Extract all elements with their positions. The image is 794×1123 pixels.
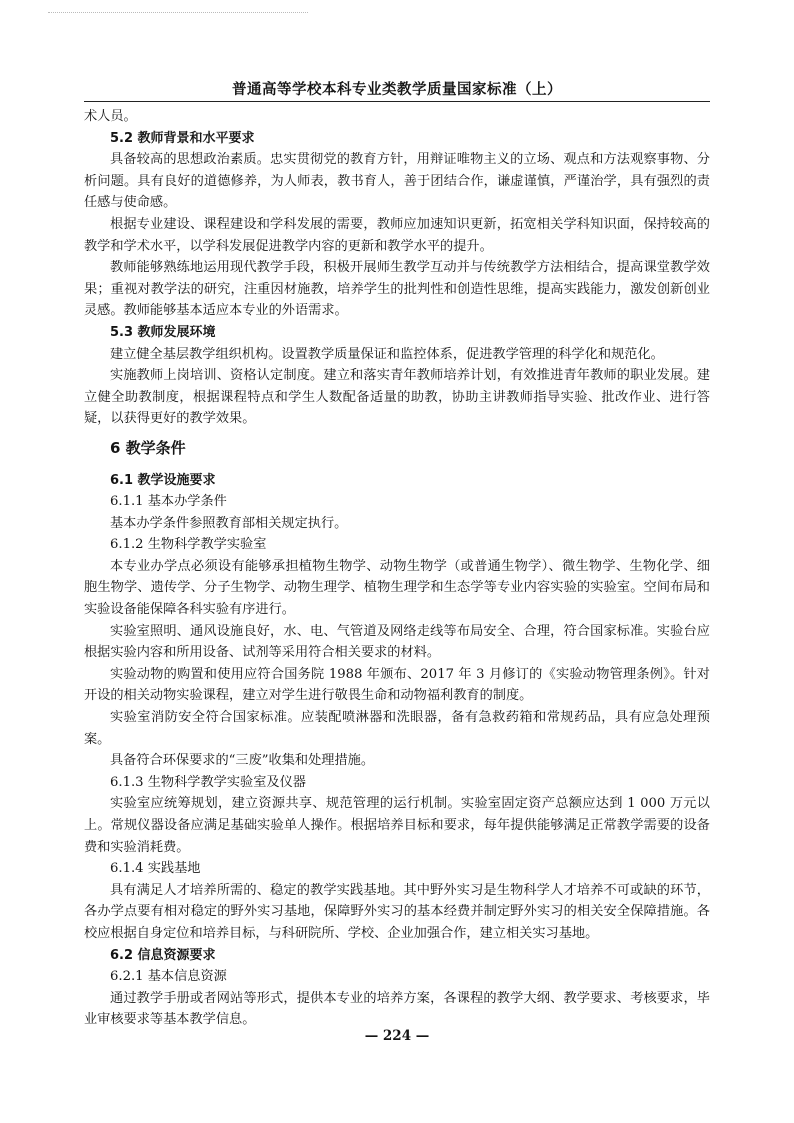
- paragraph: 基本办学条件参照教育部相关规定执行。: [110, 515, 348, 531]
- section-heading-5-3: 5.3 教师发展环境: [110, 324, 216, 340]
- paragraph: 实验动物的购置和使用应符合国务院 1988 年颁布、2017 年 3 月修订的《实验动物管理条例》。针对开设的相关动物实验课程，建立对学生进行敬畏生命和动物福利教育的制度。: [84, 666, 710, 704]
- paragraph: 教师能够熟练地运用现代教学手段，积极开展师生教学互动并与传统教学方法相结合，提高课堂教学效果；重视对教学法的研究，注重因材施教，培养学生的批判性和创造性思维，提高实践能力，激发创新创业灵感。教师能够基本适应本专业的外语需求。: [84, 260, 710, 319]
- body-text: [84, 106, 710, 1031]
- section-heading-6-2: 6.2 信息资源要求: [110, 947, 216, 963]
- header-rule: [84, 101, 710, 102]
- paragraph: 术人员。: [84, 109, 137, 124]
- paragraph: 具备符合环保要求的“三废”收集和处理措施。: [110, 753, 375, 769]
- paragraph: 实验室消防安全符合国家标准。应装配喷淋器和洗眼器，备有急救药箱和常规药品，具有应急处理预案。: [84, 710, 710, 747]
- paragraph: 根据专业建设、课程建设和学科发展的需要，教师应加速知识更新，拓宽相关学科知识面，保持较高的教学和学术水平，以学科发展促进教学内容的更新和教学水平的提升。: [84, 216, 710, 254]
- subsection-heading-6-1-2: 6.1.2 生物科学教学实验室: [110, 537, 267, 553]
- paragraph: 具备较高的思想政治素质。忠实贯彻党的教育方针，用辩证唯物主义的立场、观点和方法观察事物、分析问题。具有良好的道德修养，为人师表，教书育人，善于团结合作，谦虚谨慎，严谨治学，具有强烈的责任感与使命感。: [84, 152, 710, 211]
- paragraph: 实验室应统筹规划，建立资源共享、规范管理的运行机制。实验室固定资产总额应达到 1 000 万元以上。常规仪器设备应满足基础实验单人操作。根据培养目标和要求，每年提供能够满足正常教学需要的设备费和实验消耗费。: [84, 796, 710, 855]
- section-heading-6-1: 6.1 教学设施要求: [110, 472, 216, 488]
- paragraph: 实验室照明、通风设施良好，水、电、气管道及网络走线等布局安全、合理，符合国家标准。实验台应根据实验内容和所用设备、试剂等采用符合相关要求的材料。: [84, 623, 710, 661]
- subsection-heading-6-2-1: 6.2.1 基本信息资源: [110, 969, 227, 985]
- paragraph: 通过教学手册或者网站等形式，提供本专业的培养方案，各课程的教学大纲、教学要求、考核要求，毕业审核要求等基本教学信息。: [84, 990, 710, 1028]
- page-number: — 224 —: [364, 1028, 430, 1044]
- chapter-heading-6: 6 教学条件: [110, 438, 186, 457]
- paragraph: 本专业办学点必须设有能够承担植物生物学、动物生物学（或普通生物学）、微生物学、生物化学、细胞生物学、遗传学、分子生物学、动物生理学、植物生理学和生态学等专业内容实验的实验室。空间布局和实验设备能保障各科实验有序进行。: [84, 558, 710, 618]
- paragraph: 具有满足人才培养所需的、稳定的教学实践基地。其中野外实习是生物科学人才培养不可或缺的环节，各办学点要有相对稳定的野外实习基地，保障野外实习的基本经费并制定野外实习的相关安全保障措施。各校应根据自身定位和培养目标，与科研院所、学校、企业加强合作，建立相关实习基地。: [84, 882, 710, 941]
- running-header: 普通高等学校本科专业类教学质量国家标准（上）: [232, 82, 562, 98]
- paragraph: 建立健全基层教学组织机构。设置教学质量保证和监控体系，促进教学管理的科学化和规范化。: [110, 346, 664, 362]
- subsection-heading-6-1-3: 6.1.3 生物科学教学实验室及仪器: [110, 774, 306, 790]
- paragraph: 实施教师上岗培训、资格认定制度。建立和落实青年教师培养计划，有效推进青年教师的职业发展。建立健全助教制度，根据课程特点和学生人数配备适量的助教，协助主讲教师指导实验、批改作业、进行答疑，以获得更好的教学效果。: [84, 368, 710, 427]
- section-heading-5-2: 5.2 教师背景和水平要求: [110, 130, 255, 146]
- subsection-heading-6-1-1: 6.1.1 基本办学条件: [110, 494, 227, 510]
- subsection-heading-6-1-4: 6.1.4 实践基地: [110, 861, 201, 877]
- scan-artifact-line: [48, 12, 308, 13]
